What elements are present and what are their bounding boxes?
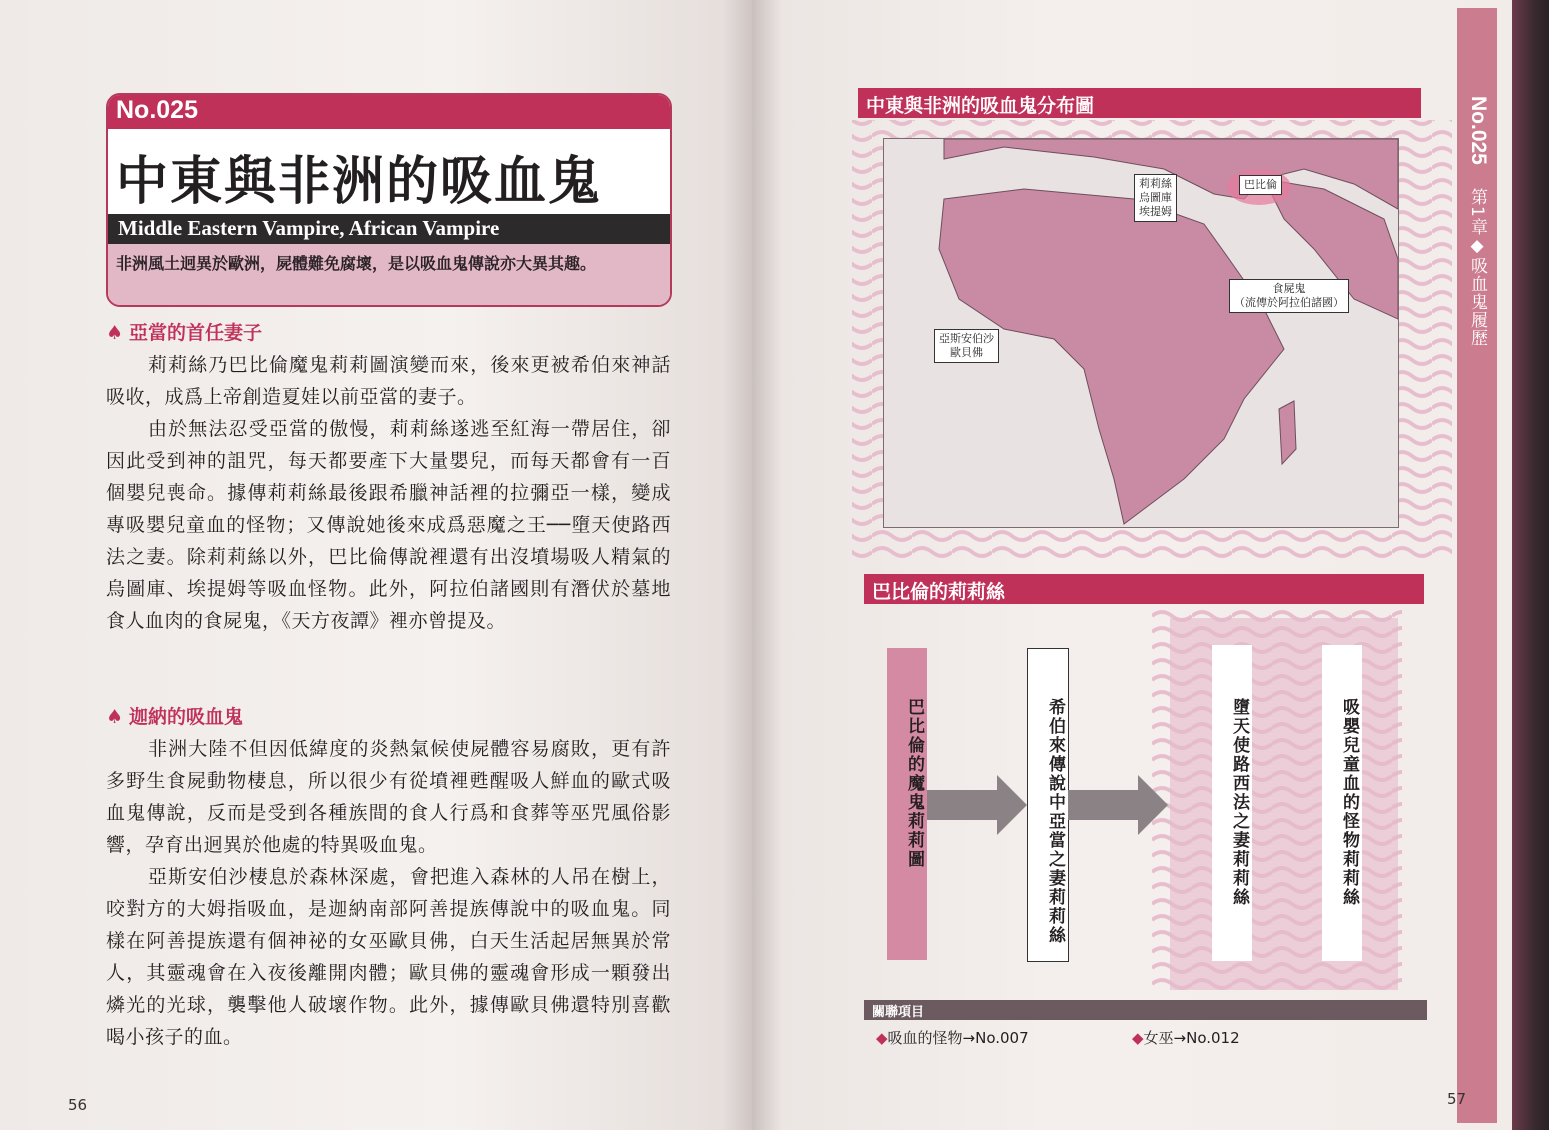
distribution-map <box>883 138 1399 528</box>
diamond-icon: ◆ <box>876 1029 888 1047</box>
entry-title: 中東與非洲的吸血鬼 <box>116 152 603 212</box>
spade-icon: ♠ <box>106 322 124 344</box>
section-heading-adam: ♠ 亞當的首任妻子 <box>106 322 263 344</box>
side-tab-entry-number: No.025 <box>1467 96 1490 165</box>
map-label-arabia: 食屍鬼 （流傳於阿拉伯諸國） <box>1229 279 1349 313</box>
left-page <box>0 0 752 1130</box>
paragraph: 莉莉絲乃巴比倫魔鬼莉莉圖演變而來，後來更被希伯來神話吸收，成爲上帝創造夏娃以前亞當的妻子。 <box>106 354 671 408</box>
flow-result-group <box>1170 618 1398 990</box>
map-section-title: 中東與非洲的吸血鬼分布圖 <box>866 95 1095 117</box>
entry-number-bar <box>108 95 670 129</box>
spade-icon: ♠ <box>106 706 124 728</box>
map-label-mesopotamia: 莉莉絲 烏圖庫 埃提姆 <box>1134 174 1177 222</box>
related-items-title: 關聯項目 <box>872 1005 925 1020</box>
flow-arrow-icon <box>1068 775 1168 835</box>
side-tab-chapter: 第1章◆吸血鬼履歷 <box>1467 188 1487 347</box>
paragraph: 由於無法忍受亞當的傲慢，莉莉絲遂逃至紅海一帶居住，卻因此受到神的詛咒，每天都要產下大量嬰兒，而每天都會有一百個嬰兒喪命。據傳莉莉絲最後跟希臘神話裡的拉彌亞一樣，變成專吸嬰兒童血的怪物；又傳說她後來成爲惡魔之王──墮天使路西法之妻。除莉莉絲以外，巴比倫傳說裡還有出沒墳場吸人精氣的烏圖庫、埃提姆等吸血怪物。此外，阿拉伯諸國則有潛伏於墓地食人血肉的食屍鬼，《天方夜譚》裡亦曾提及。 <box>106 418 671 632</box>
book-edge <box>1512 0 1549 1130</box>
related-items-bar <box>864 1000 1427 1020</box>
diamond-icon: ◆ <box>1132 1029 1144 1047</box>
flow-section-title-bar <box>864 574 1424 604</box>
flow-step-1: 巴比倫的魔鬼莉莉圖 <box>904 698 924 869</box>
map-label-babylon: 巴比倫 <box>1239 175 1282 195</box>
map-section-title-bar <box>858 88 1421 118</box>
english-title-bar <box>108 214 670 244</box>
related-item-link[interactable]: ◆女巫→No.012 <box>1132 1029 1240 1047</box>
flow-step-4: 吸嬰兒童血的怪物莉莉絲 <box>1339 698 1359 907</box>
paragraph: 非洲大陸不但因低緯度的炎熱氣候使屍體容易腐敗，更有許多野生食屍動物棲息，所以很少有從墳裡甦醒吸人鮮血的歐式吸血鬼傳說，反而是受到各種族間的食人行爲和食葬等巫咒風俗影響，孕育出迥異於他處的特異吸血鬼。 <box>106 738 671 856</box>
chapter-side-tab <box>1457 8 1497 1123</box>
map-label-ghana: 亞斯安伯沙 歐貝佛 <box>934 329 999 363</box>
flow-step-3: 墮天使路西法之妻莉莉絲 <box>1229 698 1249 907</box>
entry-number: No.025 <box>116 96 198 124</box>
section-heading-ghana: ♠ 迦納的吸血鬼 <box>106 706 244 728</box>
flow-step-2: 希伯來傳說中亞當之妻莉莉絲 <box>1045 698 1065 945</box>
entry-header <box>106 93 672 307</box>
summary-text: 非洲風土迥異於歐洲，屍體難免腐壞，是以吸血鬼傳說亦大異其趣。 <box>116 254 597 273</box>
english-title: Middle Eastern Vampire, African Vampire <box>118 216 500 240</box>
page-number-left: 56 <box>68 1096 88 1114</box>
flow-section-title: 巴比倫的莉莉絲 <box>872 581 1006 603</box>
paragraph: 亞斯安伯沙棲息於森林深處，會把進入森林的人吊在樹上，咬對方的大姆指吸血，是迦納南部阿善提族傳說中的吸血鬼。同樣在阿善提族還有個神祕的女巫歐貝佛，白天生活起居無異於常人，其靈魂會在入夜後離開肉體；歐貝佛的靈魂會形成一顆發出燐光的光球，襲擊他人破壞作物。此外，據傳歐貝佛還特別喜歡喝小孩子的血。 <box>106 866 671 1048</box>
summary-box <box>108 244 670 305</box>
page-number-right: 57 <box>1447 1090 1467 1108</box>
flow-arrow-icon <box>927 775 1027 835</box>
related-item-link[interactable]: ◆吸血的怪物→No.007 <box>876 1029 1029 1047</box>
